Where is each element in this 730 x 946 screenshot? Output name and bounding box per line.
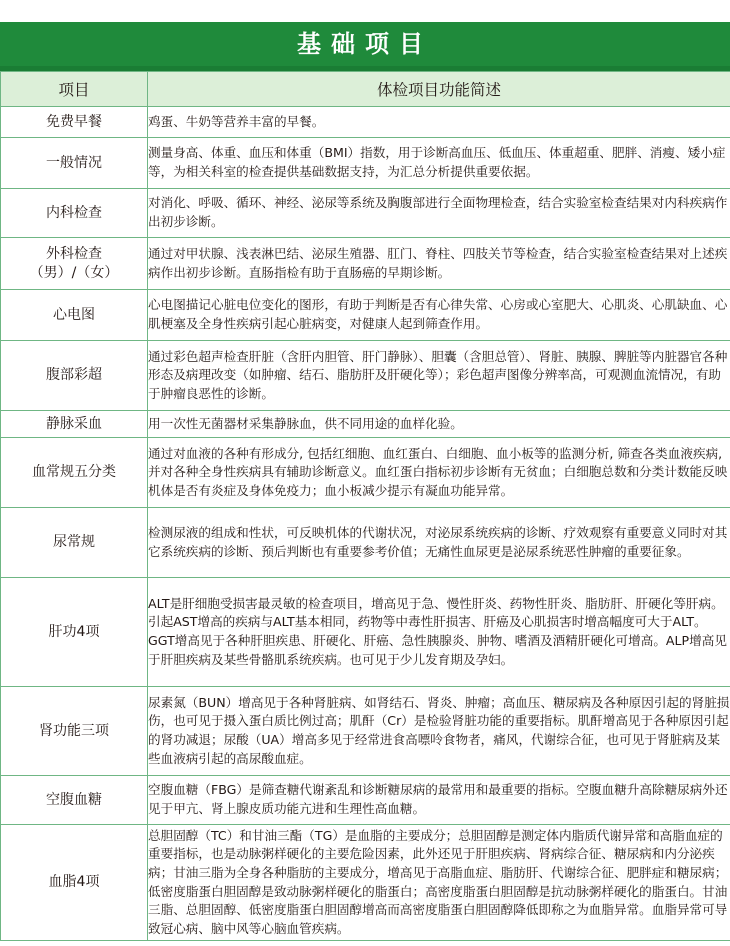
item-description: 尿素氮（BUN）增高见于各种肾脏病、如肾结石、肾炎、肿瘤；高血压、糖尿病及各种原因引起的肾脏损伤，也可见于摄入蛋白质比例过高；肌酐（Cr）是检验肾脏功能的重要指标。肌酐增高见于各种原因引起的肾功减退；尿酸（UA）增高多见于经常进食高嘌呤食物者，痛风，代谢综合征，也可见于肾脏病及某些血液病引起的高尿酸血症。 (148, 687, 730, 776)
table-header-row (1, 72, 730, 107)
table-row (1, 189, 730, 238)
table-row (1, 290, 730, 341)
item-description: 用一次性无菌器材采集静脉血，供不同用途的血样化验。 (148, 411, 730, 438)
item-name: 一般情况 (46, 154, 102, 171)
item-name: 外科检查 (46, 245, 102, 262)
exam-items-table (0, 71, 730, 941)
item-name-cell (1, 138, 148, 189)
item-description: 对消化、呼吸、循环、神经、泌尿等系统及胸腹部进行全面物理检查，结合实验室检查结果对内科疾病作出初步诊断。 (148, 189, 730, 238)
table-row (1, 776, 730, 825)
table-row (1, 578, 730, 687)
item-description: 通过对甲状腺、浅表淋巴结、泌尿生殖器、肛门、脊柱、四肢关节等检查，结合实验室检查结果对上述疾病作出初步诊断。直肠指检有助于直肠癌的早期诊断。 (148, 238, 730, 290)
table-row (1, 438, 730, 508)
item-name: 内科检查 (46, 204, 102, 221)
item-name-cell (1, 687, 148, 776)
item-name: 静脉采血 (46, 415, 102, 432)
item-name-cell (1, 411, 148, 438)
table-row (1, 341, 730, 411)
table-row (1, 411, 730, 438)
item-name-cell (1, 290, 148, 341)
item-name-cell (1, 238, 148, 290)
item-name-cell (1, 341, 148, 411)
item-name-cell (1, 189, 148, 238)
item-name: 血脂4项 (48, 874, 100, 890)
item-name: 腹部彩超 (46, 367, 102, 383)
table-row (1, 138, 730, 189)
item-description: 检测尿液的组成和性状，可反映机体的代谢状况，对泌尿系统疾病的诊断、疗效观察有重要意义同时对其它系统疾病的诊断、预后判断也有重要参考价值；无痛性血尿更是泌尿系统恶性肿瘤的重要征象。 (148, 508, 730, 578)
column-header-item: 项目 (1, 72, 148, 107)
item-name-cell (1, 107, 148, 138)
item-name-cell (1, 578, 148, 687)
table-row (1, 238, 730, 290)
table-row (1, 687, 730, 776)
item-description: 总胆固醇（TC）和甘油三酯（TG）是血脂的主要成分；总胆固醇是测定体内脂质代谢异常和高脂血症的重要指标，也是动脉粥样硬化的主要危险因素，此外还见于肝胆疾病、肾病综合征、糖尿病和内分泌疾病；甘油三脂为全身各种脂肪的主要成分，增高见于高脂血症、脂肪肝、代谢综合征、肥胖症和糖尿病；低密度脂蛋白胆固醇是致动脉粥样硬化的脂蛋白；高密度脂蛋白胆固醇是抗动脉粥样硬化的脂蛋白。甘油三脂、总胆固醇、低密度脂蛋白胆固醇增高而高密度脂蛋白胆固醇降低即称之为血脂异常。血脂异常可导致冠心病、脑中风等心脑血管疾病。 (148, 825, 730, 941)
item-description: 鸡蛋、牛奶等营养丰富的早餐。 (148, 107, 730, 138)
table-row (1, 107, 730, 138)
item-name-cell (1, 776, 148, 825)
item-name: 肝功4项 (48, 623, 100, 640)
item-name-cell (1, 825, 148, 941)
item-name-cell (1, 438, 148, 508)
item-description: 通过彩色超声检查肝脏（含肝内胆管、肝门静脉）、胆囊（含胆总管）、肾脏、胰腺、脾脏等内脏器官各种形态及病理改变（如肿瘤、结石、脂肪肝及肝硬化等）；彩色超声图像分辨率高，可观测血流情况，有助于肿瘤良恶性的诊断。 (148, 341, 730, 411)
item-name: 免费早餐 (46, 113, 102, 130)
item-description: 空腹血糖（FBG）是筛查糖代谢紊乱和诊断糖尿病的最常用和最重要的指标。空腹血糖升高除糖尿病外还见于甲亢、肾上腺皮质功能亢进和生理性高血糖。 (148, 776, 730, 825)
item-description: 通过对血液的各种有形成分, 包括红细胞、血红蛋白、白细胞、血小板等的监测分析, 筛查各类血液疾病, 并对各种全身性疾病具有辅助诊断意义。血红蛋白指标初步诊断有无贫血；白细胞总数和分类计数能反映机体是否有炎症及身体免疫力；血小板减少提示有凝血功能异常。 (148, 438, 730, 508)
item-name: 血常规五分类 (32, 464, 116, 480)
item-name: 空腹血糖 (46, 791, 102, 808)
section-title: 基础项目 (0, 22, 730, 66)
column-header-description: 体检项目功能简述 (148, 72, 730, 107)
table-row (1, 825, 730, 941)
item-name: 心电图 (53, 306, 95, 323)
item-name: 肾功能三项 (39, 722, 109, 739)
table-row (1, 508, 730, 578)
item-name: 尿常规 (53, 534, 95, 550)
item-description: ALT是肝细胞受损害最灵敏的检查项目，增高见于急、慢性肝炎、药物性肝炎、脂肪肝、肝硬化等肝病。引起AST增高的疾病与ALT基本相同，药物等中毒性肝损害、肝癌及心肌损害时增高幅度可大于ALT。GGT增高见于各种肝胆疾患、肝硬化、肝癌、急性胰腺炎、肿物、嗜酒及酒精肝硬化可增高。ALP增高见于肝胆疾病及某些骨骼肌系统疾病。也可见于少儿发育期及孕妇。 (148, 578, 730, 687)
item-description: 心电图描记心脏电位变化的图形，有助于判断是否有心律失常、心房或心室肥大、心肌炎、心肌缺血、心肌梗塞及全身性疾病引起心脏病变，对健康人起到筛查作用。 (148, 290, 730, 341)
item-name-subtitle: （男）/（女） (29, 264, 119, 281)
item-description: 测量身高、体重、血压和体重（BMI）指数，用于诊断高血压、低血压、体重超重、肥胖、消瘦、矮小症等，为相关科室的检查提供基础数据支持，为汇总分析提供重要依据。 (148, 138, 730, 189)
item-name-cell (1, 508, 148, 578)
